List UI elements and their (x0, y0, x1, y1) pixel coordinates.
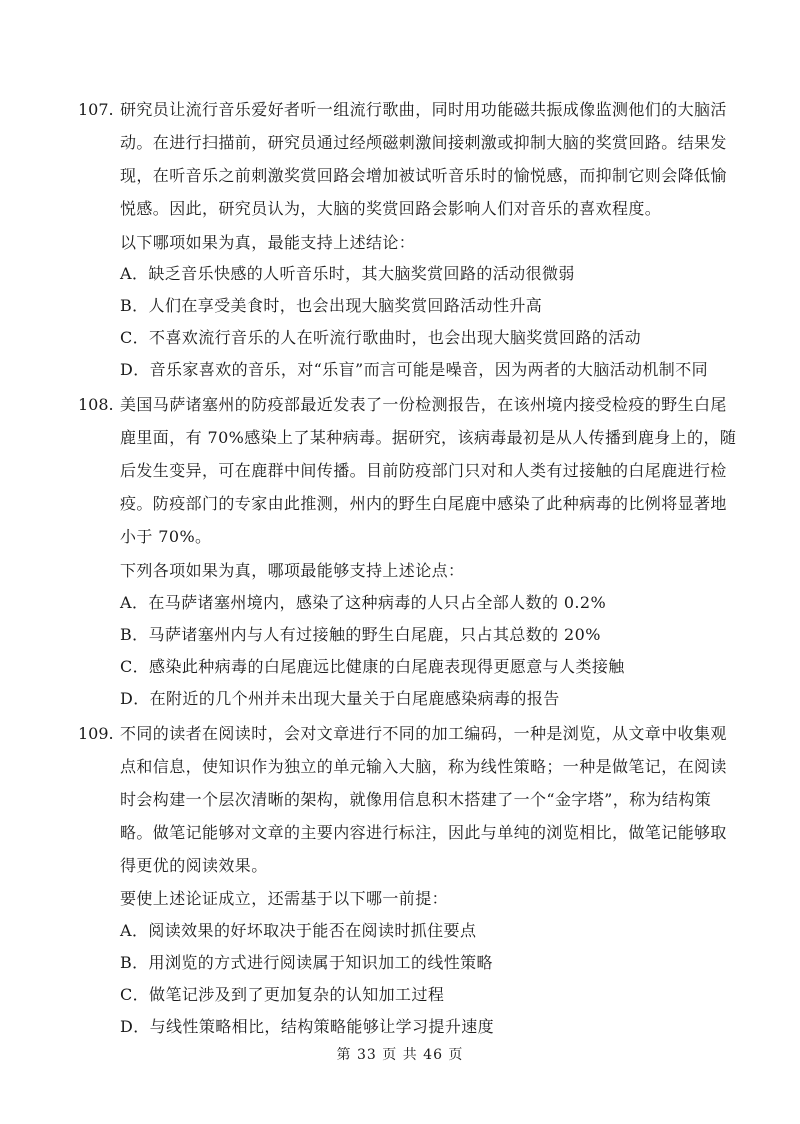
question-stem-line: 动。在进行扫描前，研究员通过经颅磁刺激间接刺激或抑制大脑的奖赏回路。结果发 (120, 133, 727, 152)
question-prompt: 下列各项如果为真，哪项最能够支持上述论点： (120, 561, 465, 580)
question-stem-line: 鹿里面，有 70%感染上了某种病毒。据研究，该病毒最初是从人传播到鹿身上的，随 (120, 428, 737, 447)
question-prompt: 以下哪项如果为真，最能支持上述结论： (120, 233, 416, 252)
option-c: C．感染此种病毒的白尾鹿远比健康的白尾鹿表现得更愿意与人类接触 (120, 657, 625, 676)
question-stem-line: 略。做笔记能够对文章的主要内容进行标注，因此与单纯的浏览相比，做笔记能够取 (120, 823, 727, 842)
option-d: D．在附近的几个州并未出现大量关于白尾鹿感染病毒的报告 (120, 689, 560, 708)
question-number: 107. (78, 100, 114, 119)
question-prompt: 要使上述论证成立，还需基于以下哪一前提： (120, 889, 449, 908)
question-stem-line: 悦感。因此，研究员认为，大脑的奖赏回路会影响人们对音乐的喜欢程度。 (120, 199, 662, 218)
question-stem-line: 小于 70%。 (120, 527, 212, 546)
option-a: A．缺乏音乐快感的人听音乐时，其大脑奖赏回路的活动很微弱 (120, 264, 575, 283)
question-stem-line: 疫。防疫部门的专家由此推测，州内的野生白尾鹿中感染了此种病毒的比例将显著地 (120, 494, 727, 513)
question-stem-line: 不同的读者在阅读时，会对文章进行不同的加工编码，一种是浏览，从文章中收集观 (120, 724, 727, 743)
option-c: C．做笔记涉及到了更加复杂的认知加工过程 (120, 985, 445, 1004)
question-number: 108. (78, 395, 114, 414)
question-stem-line: 美国马萨诸塞州的防疫部最近发表了一份检测报告，在该州境内接受检疫的野生白尾 (120, 395, 727, 414)
option-b: B．人们在享受美食时，也会出现大脑奖赏回路活动性升高 (120, 296, 543, 315)
option-a: A．阅读效果的好坏取决于能否在阅读时抓住要点 (120, 921, 477, 940)
option-a: A．在马萨诸塞州境内，感染了这种病毒的人只占全部人数的 0.2% (120, 593, 607, 612)
question-stem-line: 研究员让流行音乐爱好者听一组流行歌曲，同时用功能磁共振成像监测他们的大脑活 (120, 100, 727, 119)
page-footer: 第 33 页 共 46 页 (336, 1047, 464, 1063)
option-c: C．不喜欢流行音乐的人在听流行歌曲时，也会出现大脑奖赏回路的活动 (120, 328, 642, 347)
question-number: 109. (78, 724, 114, 743)
question-stem-line: 现，在听音乐之前刺激奖赏回路会增加被试听音乐时的愉悦感，而抑制它则会降低愉 (120, 166, 727, 185)
question-stem-line: 时会构建一个层次清晰的架构，就像用信息积木搭建了一个“金字塔”，称为结构策 (120, 790, 712, 809)
option-d: D．与线性策略相比，结构策略能够让学习提升速度 (120, 1017, 495, 1036)
option-d: D．音乐家喜欢的音乐，对“乐盲”而言可能是噪音，因为两者的大脑活动机制不同 (120, 360, 708, 379)
option-b: B．马萨诸塞州内与人有过接触的野生白尾鹿，只占其总数的 20% (120, 625, 601, 644)
question-stem-line: 得更优的阅读效果。 (120, 856, 268, 875)
question-stem-line: 点和信息，使知识作为独立的单元输入大脑，称为线性策略；一种是做笔记，在阅读 (120, 757, 727, 776)
option-b: B．用浏览的方式进行阅读属于知识加工的线性策略 (120, 953, 493, 972)
question-stem-line: 后发生变异，可在鹿群中间传播。目前防疫部门只对和人类有过接触的白尾鹿进行检 (120, 461, 727, 480)
